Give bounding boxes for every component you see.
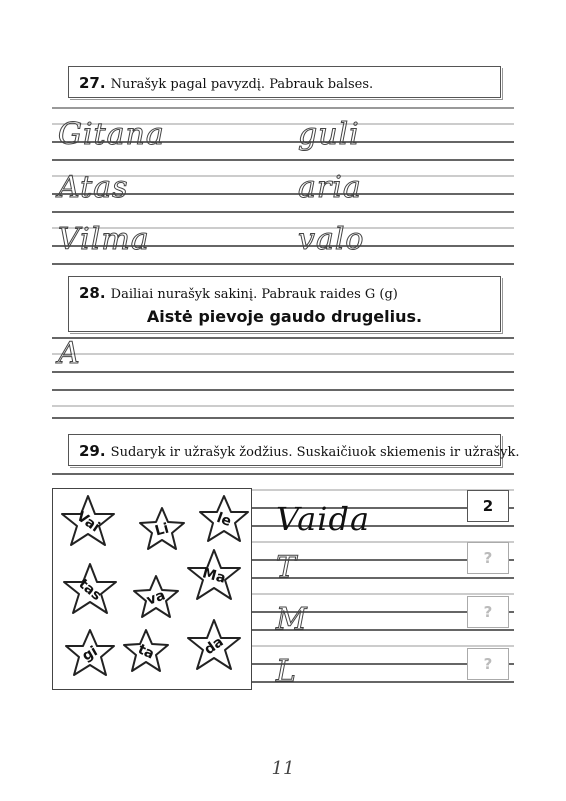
trace-letter: T <box>276 550 298 585</box>
page-number: 11 <box>271 758 295 779</box>
syllable-text: Ma <box>200 565 228 587</box>
syllable-text: da <box>201 633 227 659</box>
syllable-text: Li <box>153 520 171 540</box>
syllable-text: va <box>144 587 168 609</box>
syllable-count-box[interactable]: ? <box>467 542 509 574</box>
task-number: 27. <box>79 74 106 92</box>
task-instruction: Dailiai nurašyk sakinį. Pabrauk raides G (g) <box>110 287 398 302</box>
trace-word: valo <box>298 222 365 257</box>
handwriting-lines-28b <box>52 414 514 434</box>
task-number: 29. <box>79 442 106 460</box>
task-instruction: Nurašyk pagal pavyzdį. Pabrauk balses. <box>110 77 374 92</box>
syllable-text: le <box>214 510 234 530</box>
example-word: Vaida <box>276 500 371 538</box>
syllable-text: ta <box>135 641 157 663</box>
trace-letter: A <box>58 336 81 371</box>
trace-word: Gitana <box>58 117 165 152</box>
syllable-star <box>184 616 244 676</box>
task-number: 28. <box>79 284 106 302</box>
sentence: Aistė pievoje gaudo drugelius. <box>146 307 423 326</box>
trace-letter: L <box>276 654 297 689</box>
task-27-header <box>68 66 501 98</box>
trace-word: Vilma <box>58 222 150 257</box>
syllable-text: tas <box>75 575 105 604</box>
syllable-star <box>116 622 176 682</box>
trace-word: aria <box>298 170 362 205</box>
trace-letter: M <box>276 602 308 637</box>
trace-word: guli <box>298 117 360 152</box>
syllable-text: gi <box>79 643 101 665</box>
syllable-text: Vai <box>73 508 103 536</box>
task-29-header <box>68 434 520 466</box>
syllable-star <box>58 492 118 552</box>
syllable-star <box>132 500 192 560</box>
syllable-count-box[interactable]: ? <box>467 648 509 680</box>
trace-word: Atas <box>58 170 129 205</box>
syllable-star <box>60 560 120 620</box>
syllable-star <box>184 546 244 606</box>
task-28-header <box>68 276 501 332</box>
syllable-count-box: 2 <box>467 490 509 522</box>
syllable-count-box[interactable]: ? <box>467 596 509 628</box>
task-instruction: Sudaryk ir užrašyk žodžius. Suskaičiuok skiemenis ir užrašyk. <box>110 445 520 460</box>
handwriting-lines-28 <box>52 334 514 414</box>
